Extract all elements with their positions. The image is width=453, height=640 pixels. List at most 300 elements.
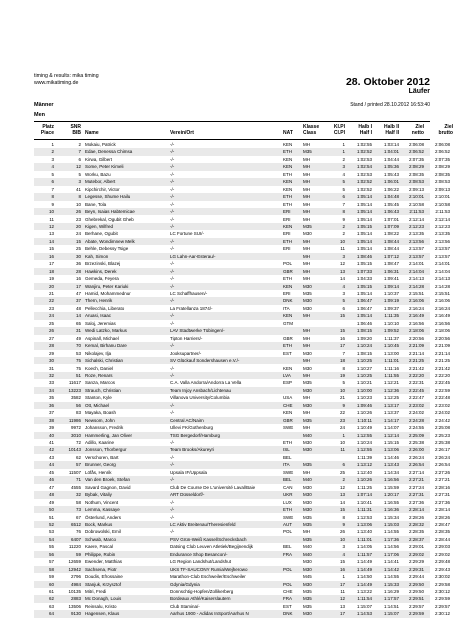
cell-nat: UKR: [283, 492, 293, 498]
cell-nat: DNK: [283, 611, 293, 617]
table-row: [34, 394, 450, 401]
cell-klpl: 2: [342, 231, 345, 237]
cell-halb2: 1:09:52: [383, 328, 399, 334]
cell-klpl: 11: [340, 246, 345, 252]
cell-ziel-brutto: 2:24:42: [434, 417, 450, 423]
cell-ziel-netto: 2:28:35: [408, 529, 424, 535]
cell-platz: 13: [48, 231, 54, 237]
cell-bib: 2796: [70, 574, 81, 580]
table-row: [34, 312, 450, 319]
cell-ziel-netto: 2:24:55: [408, 425, 424, 431]
cell-bib: 47: [75, 291, 81, 296]
cell-platz: 50: [48, 507, 54, 513]
cell-bib: 20: [75, 223, 81, 229]
cell-ziel-netto: 2:15:51: [408, 291, 424, 296]
cell-halb2: 1:14:55: [383, 529, 399, 535]
cell-halb1: 1:10:41: [356, 499, 372, 505]
cell-ziel-netto: 2:29:29: [408, 559, 424, 565]
cell-platz: 24: [48, 313, 54, 319]
cell-halb2: 1:08:47: [383, 261, 399, 267]
cell-klasse: M30: [303, 559, 312, 565]
table-row: [34, 268, 450, 275]
table-row: [34, 432, 450, 439]
cell-platz: 59: [48, 574, 54, 580]
cell-platz: 25: [48, 320, 54, 326]
cell-platz: 51: [48, 514, 54, 520]
cell-halb1: 1:10:25: [356, 358, 372, 364]
cell-club: Villanova University/Columbia: [170, 395, 230, 401]
cell-nat: FRA: [283, 551, 292, 557]
cell-ziel-brutto: 2:30:12: [434, 589, 450, 594]
cell-klpl: 3: [342, 253, 345, 259]
cell-ziel-netto: 2:13:56: [408, 238, 424, 244]
cell-halb2: 1:14:56: [383, 544, 399, 550]
cell-nat: KEN: [283, 179, 293, 185]
table-row: [34, 365, 450, 372]
cell-ziel-netto: 2:14:04: [408, 268, 424, 274]
table-row: [34, 528, 450, 535]
cell-runner-name: Verschoren, Bart: [85, 454, 119, 460]
cell-bib: 62: [75, 454, 81, 460]
cell-nat: ERI: [283, 231, 291, 237]
cell-platz: 54: [48, 536, 54, 542]
cell-runner-name: Wedi Latzko, Markus: [85, 328, 127, 334]
cell-halb1: 1:14:49: [356, 559, 372, 565]
cell-klpl: 19: [339, 372, 345, 378]
cell-klpl: 2: [342, 477, 345, 483]
cell-platz: 1: [51, 142, 54, 147]
cell-nat: ETH: [283, 440, 292, 445]
cell-runner-name: Kaere, Pascal: [85, 544, 114, 550]
cell-halb1: 1:05:14: [356, 313, 372, 319]
cell-ziel-brutto: 2:16:06: [434, 298, 450, 304]
cell-nat: ERI: [283, 246, 291, 252]
cell-ziel-netto: 2:29:44: [408, 574, 424, 580]
cell-club: -/-: [170, 454, 175, 460]
cell-halb2: 1:08:44: [383, 238, 399, 244]
cell-halb2: 1:16:55: [383, 499, 399, 505]
cell-bib: 2: [78, 142, 81, 147]
cell-ziel-netto: 2:20:56: [408, 335, 424, 341]
cell-platz: 7: [51, 186, 54, 192]
cell-halb2: 1:14:55: [383, 574, 399, 580]
cell-platz: 42: [48, 447, 54, 453]
table-row: [34, 536, 450, 543]
table-row: [34, 454, 450, 461]
cell-klpl: 13: [339, 492, 345, 498]
cell-ziel-brutto: 2:14:01: [434, 261, 450, 267]
cell-klpl: 8: [342, 209, 345, 215]
cell-bib: 26: [75, 209, 81, 215]
cell-bib: 30: [75, 253, 81, 259]
cell-ziel-brutto: 2:13:57: [434, 253, 450, 259]
cell-klasse: M30: [303, 611, 312, 617]
cell-halb2: 1:17:36: [383, 536, 399, 542]
cell-ziel-brutto: 2:29:43: [434, 566, 450, 572]
table-row: [34, 327, 450, 334]
cell-halb2: 1:13:37: [383, 410, 399, 416]
cell-runner-name: Beyn, Isaias Habtemicae: [85, 209, 135, 215]
cell-ziel-brutto: 2:10:58: [434, 201, 450, 207]
cell-nat: ERI: [283, 291, 291, 296]
cell-halb2: 1:05:43: [383, 171, 399, 177]
cell-club: -/-: [170, 507, 175, 513]
cell-platz: 38: [48, 417, 54, 423]
cell-ziel-netto: 2:14:28: [408, 283, 424, 289]
cell-ziel-brutto: 2:13:56: [434, 238, 450, 244]
table-row: [34, 372, 450, 379]
cell-nat: ETH: [283, 343, 292, 349]
cell-klpl: 26: [339, 529, 345, 535]
cell-bib: 9972: [70, 425, 81, 431]
cell-bib: 32: [75, 492, 81, 498]
cell-nat: SWE: [283, 425, 294, 431]
cell-bib: 58: [75, 499, 81, 505]
table-row: [34, 216, 450, 223]
cell-nat: POL: [283, 581, 293, 587]
cell-runner-name: Brunner, Georg: [85, 462, 116, 468]
cell-ziel-brutto: 2:06:08: [434, 142, 450, 147]
cell-runner-name: Abate, Wondimnew Melk: [85, 238, 135, 244]
cell-platz: 63: [48, 603, 54, 609]
cell-bib: 12: [75, 164, 81, 170]
cell-club: La Fratellanza 1874/-: [170, 305, 213, 311]
cell-nat: CAN: [283, 484, 293, 490]
cell-club: Club De Course De L'université Laval/Baie: [170, 484, 256, 490]
cell-halb2: 1:16:29: [383, 589, 399, 594]
cell-platz: 44: [48, 462, 54, 468]
cell-halb2: 1:15:15: [383, 440, 399, 445]
cell-klpl: 6: [342, 305, 345, 311]
cell-runner-name: Hagensen, Klaus: [85, 611, 120, 617]
cell-platz: 35: [48, 395, 54, 401]
cell-halb2: 1:10:45: [383, 343, 399, 349]
cell-platz: 12: [48, 223, 54, 229]
cell-runner-name: Roze, Renars: [85, 372, 113, 378]
col-klasse: Klasse Class: [303, 124, 320, 136]
cell-klpl: 2: [342, 156, 345, 162]
cell-klpl: 9: [342, 521, 345, 527]
cell-club: LC Schaffhausen/-: [170, 291, 208, 296]
cell-ziel-brutto: 2:14:04: [434, 268, 450, 274]
cell-ziel-netto: 2:26:00: [408, 447, 424, 453]
table-row: [34, 521, 450, 528]
col-ziel-brutto: Ziel brutto: [438, 124, 453, 136]
cell-ziel-brutto: 2:16:24: [434, 305, 450, 311]
cell-nat: FRA: [283, 596, 292, 602]
cell-nat: KEN: [283, 365, 293, 371]
cell-halb2: 1:06:01: [383, 179, 399, 185]
table-row: [34, 193, 450, 200]
cell-klpl: 8: [342, 514, 345, 520]
cell-ziel-brutto: 2:08:53: [434, 179, 450, 185]
cell-ziel-brutto: 2:12:14: [434, 216, 450, 222]
cell-klpl: 1: [342, 574, 345, 580]
col-snr: SNR BIB: [70, 124, 81, 136]
cell-klpl: 22: [339, 410, 345, 416]
cell-runner-name: Ghebrekal, Ogubit Gheb: [85, 216, 134, 222]
cell-klpl: 8: [342, 365, 345, 371]
cell-ziel-netto: 2:29:59: [408, 611, 424, 617]
cell-nat: AUT: [283, 521, 292, 527]
cell-ziel-netto: 2:29:02: [408, 551, 424, 557]
cell-platz: 11: [49, 216, 54, 222]
cell-klasse: M30: [303, 387, 312, 393]
cell-halb1: 1:10:23: [356, 395, 372, 401]
cell-nat: ITA: [283, 462, 290, 468]
cell-halb2: 1:06:31: [383, 268, 399, 274]
cell-halb1: 1:10:27: [356, 365, 372, 371]
cell-runner-name: Schwab, Marco: [85, 536, 117, 542]
cell-club: -/-: [170, 186, 175, 192]
col-halb2: Halb II Half II: [383, 124, 399, 136]
cell-klasse: M35: [303, 417, 312, 423]
cell-ziel-brutto: 2:27:21: [434, 477, 450, 483]
cell-klasse: MH: [303, 261, 310, 267]
organizer-line1: timing & results: mika timing: [34, 73, 99, 79]
cell-klasse: M30: [303, 365, 312, 371]
cell-bib: 76: [75, 529, 81, 535]
cell-bib: 6407: [70, 536, 81, 542]
cell-halb2: 1:08:22: [383, 231, 399, 237]
cell-klpl: 17: [339, 581, 345, 587]
cell-halb2: 1:10:37: [383, 291, 399, 296]
table-row: [34, 186, 450, 193]
cell-bib: 9130: [70, 611, 81, 617]
cell-klpl: 2: [342, 223, 345, 229]
cell-nat: BEL: [283, 544, 292, 550]
cell-bib: 57: [75, 462, 81, 468]
cell-halb2: 1:15:59: [383, 484, 399, 490]
cell-platz: 14: [48, 238, 54, 244]
cell-ziel-netto: 2:14:13: [408, 276, 424, 282]
cell-bib: 24: [75, 231, 81, 237]
cell-ziel-brutto: 2:30:12: [434, 611, 450, 617]
cell-halb1: 1:06:46: [356, 320, 372, 326]
printed-timestamp: Stand / printed 28.10.2012 16:53:40: [350, 102, 430, 108]
cell-platz: 3: [51, 156, 54, 162]
cell-club: Central AC/Nairn: [170, 417, 204, 423]
cell-halb2: 1:10:10: [383, 320, 399, 326]
cell-club: -/-: [170, 142, 175, 147]
cell-platz: 2: [51, 149, 54, 155]
table-row: [34, 610, 450, 617]
cell-platz: 48: [48, 492, 54, 498]
cell-klpl: 13: [339, 603, 345, 609]
event-date: 28. Oktober 2012: [345, 76, 430, 88]
cell-ziel-netto: 2:21:42: [408, 365, 424, 371]
cell-club: -/-: [170, 462, 175, 468]
cell-klasse: M35: [303, 514, 312, 520]
cell-platz: 37: [48, 410, 54, 416]
cell-ziel-netto: 2:26:54: [408, 462, 424, 468]
cell-nat: ETH: [283, 507, 292, 513]
cell-bib: 73: [75, 507, 81, 513]
cell-klpl: 25: [339, 469, 345, 475]
cell-club: Donnschtig-Hopfen/Zollikerberg: [170, 589, 234, 594]
table-row: [34, 588, 450, 595]
cell-halb1: 1:12:53: [356, 514, 372, 520]
cell-bib: 11220: [68, 544, 81, 550]
cell-klasse: M30: [303, 499, 312, 505]
table-row: [34, 439, 450, 446]
table-row: [34, 543, 450, 550]
cell-ziel-netto: 2:29:51: [408, 596, 424, 602]
cell-halb1: 1:05:14: [356, 201, 372, 207]
cell-club: Marathon-Club Eschweiler/Eschweiler: [170, 574, 246, 580]
cell-bib: 11507: [68, 469, 81, 475]
cell-ziel-brutto: 2:27:31: [434, 492, 450, 498]
cell-halb2: 1:11:37: [384, 335, 399, 341]
cell-klpl: 1: [342, 142, 345, 147]
cell-halb1: 1:11:54: [357, 596, 372, 602]
table-row: [34, 461, 450, 468]
cell-halb1: 1:11:25: [357, 484, 372, 490]
cell-ziel-brutto: 2:28:14: [434, 507, 450, 513]
cell-bib: 12659: [68, 559, 81, 565]
cell-halb2: 1:11:35: [384, 313, 399, 319]
cell-runner-name: Sanza, Marcos: [85, 380, 116, 386]
cell-runner-name: Johansson, Fredrik: [85, 425, 124, 431]
cell-nat: ERI: [283, 209, 291, 215]
cell-bib: 67: [75, 514, 81, 520]
cell-klasse: MH: [303, 372, 310, 378]
cell-ziel-netto: 2:22:45: [408, 387, 424, 393]
cell-nat: POL: [283, 529, 293, 535]
cell-bib: 53: [75, 350, 81, 356]
cell-halb1: 1:13:22: [356, 589, 372, 594]
cell-runner-name: Aspinall, Michael: [85, 335, 119, 341]
cell-runner-name: Österlund, Anders: [85, 514, 122, 520]
cell-ziel-netto: 2:29:01: [408, 544, 424, 550]
cell-klpl: 9: [342, 216, 345, 222]
cell-bib: 15: [75, 238, 81, 244]
cell-ziel-brutto: 2:25:23: [434, 432, 450, 438]
cell-klasse: MH: [303, 335, 310, 341]
cell-platz: 57: [48, 559, 54, 565]
cell-nat: ETH: [283, 194, 292, 200]
table-row: [34, 297, 450, 304]
cell-club: -/-: [170, 164, 175, 170]
cell-nat: ETH: [283, 238, 292, 244]
cell-bib: 6: [78, 156, 81, 162]
organizer-info: [34, 73, 99, 87]
cell-ziel-netto: 2:27:14: [408, 469, 424, 475]
cell-platz: 6: [51, 179, 54, 185]
cell-runner-name: Kigen, Wilfred: [85, 223, 114, 229]
table-row: [34, 201, 450, 208]
cell-ziel-netto: 2:22:31: [408, 380, 424, 386]
cell-platz: 43: [48, 454, 54, 460]
cell-club: Endurance Shop Besancon/-: [170, 551, 228, 557]
cell-halb2: 1:05:36: [383, 164, 399, 170]
cell-klasse: MH: [303, 425, 310, 431]
table-row: [34, 603, 450, 610]
cell-halb2: 1:13:17: [383, 402, 399, 408]
cell-club: -/-: [170, 171, 175, 177]
cell-klasse: MH: [303, 268, 310, 274]
cell-platz: 27: [48, 335, 54, 341]
cell-klpl: 1: [342, 149, 345, 155]
table-row: [34, 275, 450, 282]
table-row: [34, 245, 450, 252]
table-row: [34, 350, 450, 357]
cell-halb2: 1:14:41: [383, 559, 399, 565]
cell-runner-name: Behle, Debessy Tsige: [85, 246, 129, 252]
cell-ziel-brutto: 2:10:01: [434, 194, 450, 200]
cell-ziel-netto: 2:12:23: [408, 223, 424, 229]
cell-klasse: M35: [303, 149, 312, 155]
cell-halb2: 1:14:07: [383, 425, 399, 431]
cell-klasse: M30: [303, 566, 312, 572]
cell-runner-name: Aruasi, Isaac: [85, 313, 112, 319]
cell-bib: 13223: [68, 387, 81, 393]
cell-bib: 8: [78, 194, 81, 200]
cell-club: LAV Stadtwerke Tübingen/-: [170, 328, 225, 334]
table-row: [34, 223, 450, 230]
cell-halb2: 1:12:36: [383, 387, 399, 393]
cell-club: Upsala IF/Uppsala: [170, 469, 208, 475]
cell-halb2: 1:14:34: [383, 469, 399, 475]
cell-runner-name: Saloj, Jeremias: [85, 320, 116, 326]
cell-halb2: 1:16:36: [383, 507, 399, 513]
cell-platz: 21: [48, 291, 54, 296]
table-row: [34, 148, 450, 155]
cell-klpl: 9: [342, 402, 345, 408]
cell-club: -/-: [170, 298, 175, 304]
cell-ziel-brutto: 2:22:20: [434, 372, 450, 378]
cell-halb2: 1:04:01: [383, 149, 399, 155]
cell-klpl: 4: [342, 283, 345, 289]
cell-klpl: 21: [339, 395, 345, 401]
cell-klpl: 11: [340, 589, 345, 594]
cell-platz: 29: [48, 350, 54, 356]
cell-nat: USA: [283, 395, 293, 401]
table-row: [34, 581, 450, 588]
cell-runner-name: Hawkins, Derek: [85, 268, 117, 274]
cell-bib: 17: [75, 283, 81, 289]
cell-ziel-brutto: 2:26:17: [434, 447, 450, 453]
cell-halb1: 1:05:15: [356, 283, 372, 289]
cell-halb1: 1:05:15: [356, 261, 372, 267]
cell-nat: CHE: [283, 402, 293, 408]
cell-halb1: 1:14:05: [356, 544, 372, 550]
cell-club: ART Düsseldorf/-: [170, 492, 205, 498]
cell-nat: GBR: [283, 417, 293, 423]
cell-runner-name: Kirwa, Gilbert: [85, 156, 113, 162]
cell-runner-name: Jonsson, Thorbergur: [85, 447, 127, 453]
cell-bib: 6512: [70, 521, 81, 527]
cell-platz: 64: [48, 611, 54, 617]
cell-klasse: MH: [303, 194, 310, 200]
cell-halb1: 1:05:14: [356, 291, 372, 296]
cell-klasse: M30: [303, 507, 312, 513]
table-row: [34, 238, 450, 245]
cell-bib: 59: [75, 551, 81, 557]
cell-halb2: 1:17:57: [383, 596, 399, 602]
cell-halb1: 1:10:26: [356, 477, 372, 483]
cell-runner-name: Some, Peter Kimeli: [85, 164, 124, 170]
cell-ziel-netto: 2:27:31: [408, 492, 424, 498]
cell-platz: 32: [48, 372, 54, 378]
cell-klasse: MH: [303, 529, 310, 535]
cell-klasse: MH: [303, 276, 310, 282]
cell-klasse: MH: [303, 142, 310, 147]
cell-halb2: 1:12:14: [383, 432, 399, 438]
cell-ziel-netto: 2:13:35: [408, 231, 424, 237]
cell-klasse: M30: [303, 440, 312, 445]
cell-ziel-brutto: 2:30:02: [434, 574, 450, 580]
